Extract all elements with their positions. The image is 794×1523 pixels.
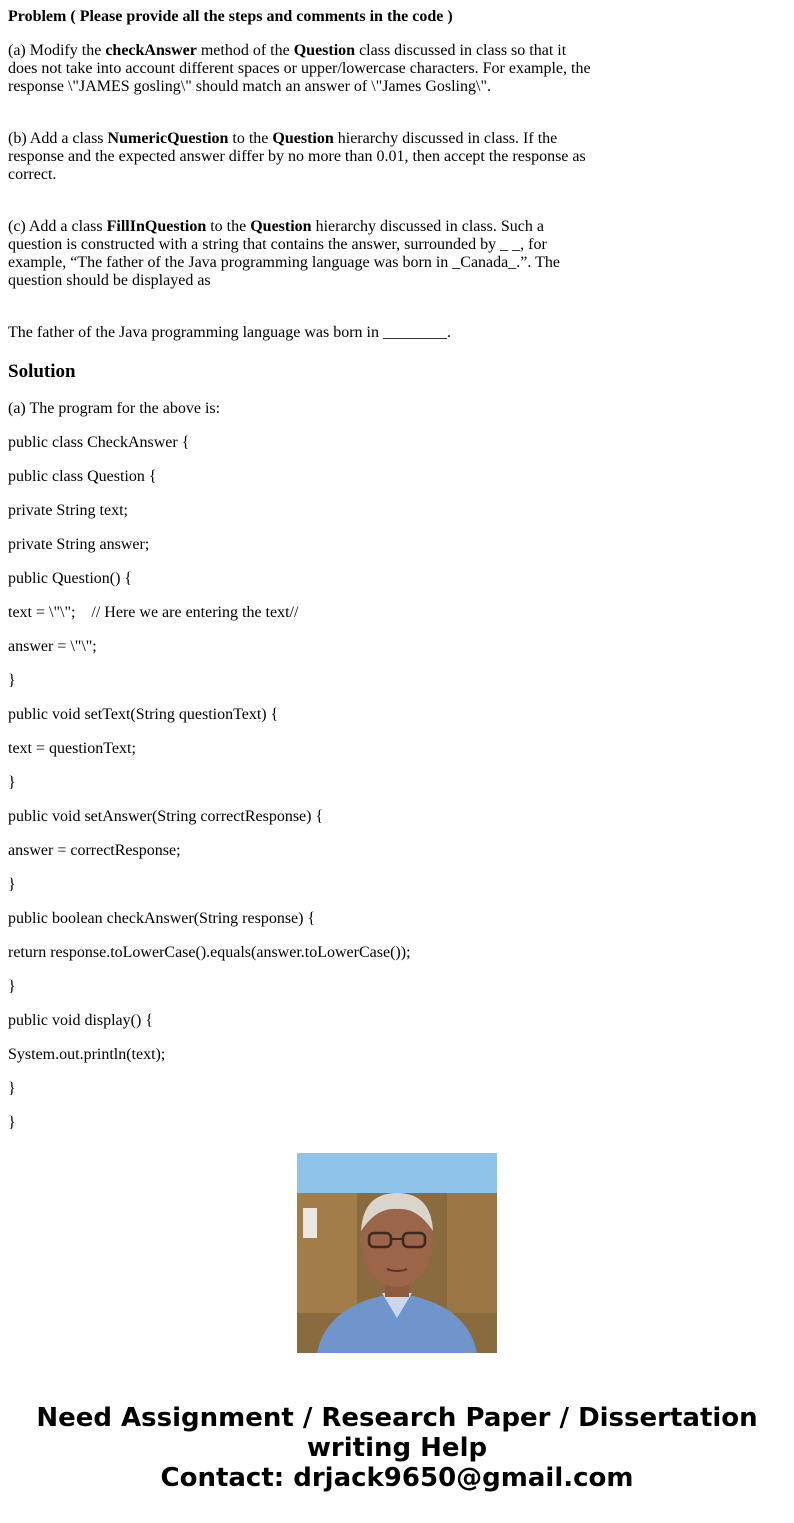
code-line: public void setText(String questionText) { [8,706,279,723]
code-line: } [8,1080,16,1097]
code-line: System.out.println(text); [8,1046,166,1063]
footer-contact: Contact: drjack9650@gmail.com [160,1463,634,1493]
code-line: private String text; [8,502,128,519]
display-example: The father of the Java programming language was born in ________. [8,324,451,341]
problem-heading: Problem ( Please provide all the steps and comments in the code ) [8,8,453,25]
footer-line-2: writing Help [306,1433,488,1463]
code-line: } [8,774,16,791]
problem-part-c: (c) Add a class FillInQuestion to the Question hierarchy discussed in class. Such a question is constructed with a string that contains the answer, surrounded by _ _, for example, “The father of the Java programming language was born in _Canada_.”. The question should be displayed as [8,218,560,289]
footer-line-1: Need Assignment / Research Paper / Dissertation [36,1403,758,1433]
code-line: text = \"\"; // Here we are entering the text// [8,604,299,621]
code-line: public void setAnswer(String correctResponse) { [8,808,324,825]
code-line: public class Question { [8,468,157,485]
code-line: private String answer; [8,536,150,553]
problem-part-b: (b) Add a class NumericQuestion to the Question hierarchy discussed in class. If the response and the expected answer differ by no more than 0.01, then accept the response as correct. [8,130,586,183]
code-line: (a) The program for the above is: [8,400,221,417]
code-line: public class CheckAnswer { [8,434,190,451]
code-line: public Question() { [8,570,133,587]
avatar [297,1153,497,1353]
code-line: } [8,672,16,689]
avatar-portrait [297,1153,497,1353]
help-footer [0,1403,794,1493]
code-line: return response.toLowerCase().equals(answer.toLowerCase()); [8,944,411,961]
code-line: } [8,978,16,995]
code-line: answer = \"\"; [8,638,97,655]
solution-heading: Solution [8,361,76,382]
code-line: public boolean checkAnswer(String response) { [8,910,316,927]
code-line: } [8,876,16,893]
code-line: public void display() { [8,1012,153,1029]
problem-part-a: (a) Modify the checkAnswer method of the Question class discussed in class so that it does not take into account different spaces or upper/lowercase characters. For example, the response \"JAMES gosling\" should match an answer of \"James Gosling\". [8,42,591,95]
code-line: answer = correctResponse; [8,842,181,859]
solution-code [8,400,608,1131]
code-line: } [8,1114,16,1131]
code-line: text = questionText; [8,740,136,757]
